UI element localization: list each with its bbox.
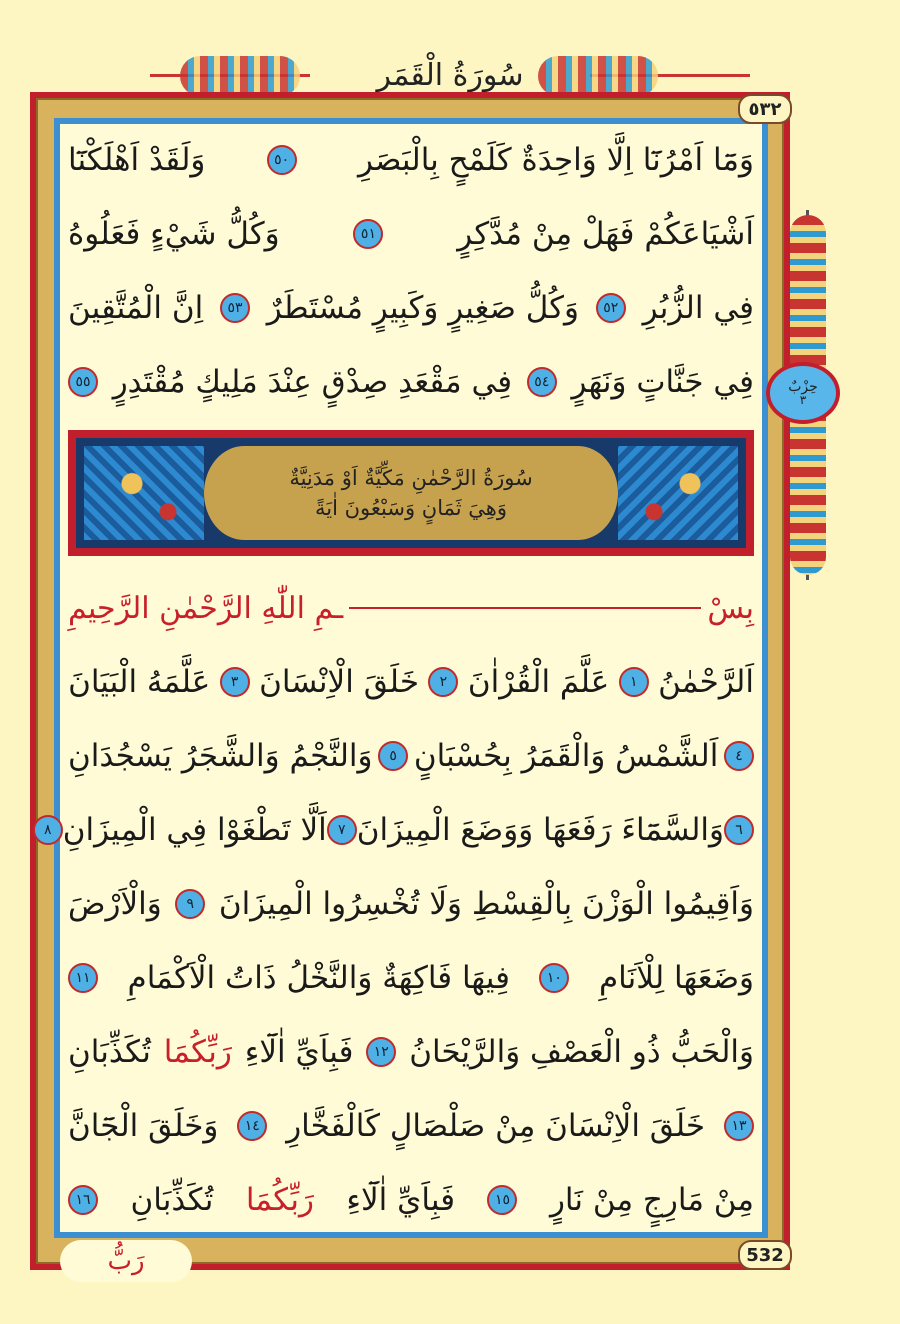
verse-text: وَالنَّجْمُ وَالشَّجَرُ يَسْجُدَانِ bbox=[68, 738, 373, 774]
verse-number-marker: ١١ bbox=[68, 963, 98, 993]
verse-text: اَشْيَاعَكُمْ فَهَلْ مِنْ مُدَّكِرٍ bbox=[457, 216, 754, 252]
verse-text-highlight: رَبِّكُمَا bbox=[245, 1182, 314, 1218]
verse-text: اَلرَّحْمٰنُ bbox=[658, 664, 754, 700]
surah-banner-line2: وَهِيَ ثَمَانٍ وَسَبْعُونَ اٰيَةً bbox=[315, 496, 507, 520]
verse-line bbox=[68, 724, 754, 788]
basmala-rest: ـمِ اللّٰهِ الرَّحْمٰنِ الرَّحِيمِ bbox=[68, 590, 344, 626]
verse-number-marker: ٣ bbox=[220, 667, 250, 697]
basmala-stretch-line bbox=[349, 607, 701, 609]
verse-text: اَلَّا تَطْغَوْا فِي الْمِيزَانِ bbox=[62, 812, 327, 848]
verse-line bbox=[44, 798, 754, 862]
verse-text: تُكَذِّبَانِ bbox=[130, 1182, 214, 1218]
verse-line bbox=[68, 946, 754, 1010]
verse-number-marker: ١٦ bbox=[68, 1185, 98, 1215]
banner-arabesque-right-icon bbox=[618, 446, 738, 540]
verse-number-marker: ١٥ bbox=[487, 1185, 517, 1215]
verse-text: فِيهَا فَاكِهَةٌ وَالنَّخْلُ ذَاتُ الْاَكْمَامِ bbox=[127, 960, 510, 996]
verse-text: وَمَٓا اَمْرُنَٓا اِلَّا وَاحِدَةٌ كَلَمْحٍ بِالْبَصَرِ bbox=[357, 142, 754, 178]
verse-text: وَضَعَهَا لِلْاَنَامِ bbox=[598, 960, 754, 996]
verse-text: خَلَقَ الْاِنْسَانَ bbox=[259, 664, 419, 700]
verse-text: فِي مَقْعَدِ صِدْقٍ عِنْدَ مَلِيكٍ مُقْتَدِرٍ bbox=[112, 364, 513, 400]
verse-text: وَخَلَقَ الْجَٓانَّ bbox=[68, 1108, 219, 1144]
verse-text: وَكُلُّ صَغِيرٍ وَكَبِيرٍ مُسْتَطَرٌ bbox=[266, 290, 579, 326]
hizb-label: حِزْبٌ bbox=[788, 379, 818, 395]
verse-number-marker: ٦ bbox=[724, 815, 754, 845]
verse-text-highlight: رَبِّكُمَا bbox=[163, 1034, 232, 1070]
catchword: رَبُّ bbox=[107, 1246, 145, 1276]
verse-line bbox=[68, 1020, 754, 1084]
hizb-marker bbox=[766, 362, 840, 424]
verse-number-marker: ١٣ bbox=[724, 1111, 754, 1141]
hizb-number: ٣ bbox=[799, 393, 807, 407]
verse-number-marker: ٨ bbox=[33, 815, 63, 845]
verse-text: تُكَذِّبَانِ bbox=[68, 1034, 151, 1070]
verse-text: وَالْاَرْضَ bbox=[68, 886, 162, 922]
verse-number-marker: ١٢ bbox=[366, 1037, 396, 1067]
verse-line bbox=[68, 276, 754, 340]
verse-number-marker: ١٠ bbox=[539, 963, 569, 993]
verse-number-marker: ٥٢ bbox=[596, 293, 626, 323]
page-number-bottom: 532 bbox=[738, 1240, 792, 1270]
verse-number-marker: ٥٣ bbox=[220, 293, 250, 323]
verse-line bbox=[68, 650, 754, 714]
verse-number-marker: ٥٥ bbox=[68, 367, 98, 397]
verse-text: فَبِاَيِّ اٰلَٓاءِ bbox=[346, 1182, 456, 1218]
basmala-start: بِسْ bbox=[707, 590, 754, 626]
verse-line bbox=[68, 350, 754, 414]
verse-text: وَاَقِيمُوا الْوَزْنَ بِالْقِسْطِ وَلَا تُخْسِرُوا الْمِيزَانَ bbox=[218, 886, 754, 922]
verse-text: فَبِاَيِّ اٰلَٓاءِ bbox=[244, 1034, 354, 1070]
header-ornament-left-icon bbox=[180, 56, 300, 96]
verse-number-marker: ٥٤ bbox=[527, 367, 557, 397]
verse-number-marker: ٧ bbox=[327, 815, 357, 845]
verse-number-marker: ٤ bbox=[724, 741, 754, 771]
verse-text: اَلشَّمْسُ وَالْقَمَرُ بِحُسْبَانٍ bbox=[413, 738, 719, 774]
surah-title-header: سُورَةُ الْقَمَرِ bbox=[376, 57, 524, 93]
verse-text: فِي جَنَّاتٍ وَنَهَرٍ bbox=[571, 364, 754, 400]
verse-text: خَلَقَ الْاِنْسَانَ مِنْ صَلْصَالٍ كَالْفَخَّارِ bbox=[286, 1108, 706, 1144]
verse-text: وَالْحَبُّ ذُو الْعَصْفِ وَالرَّيْحَانُ bbox=[409, 1034, 754, 1070]
verse-line bbox=[68, 1168, 754, 1232]
verse-text: فِي الزُّبُرِ bbox=[642, 290, 754, 326]
verse-text: عَلَّمَ الْقُرْاٰنَ bbox=[467, 664, 610, 700]
verse-text: وَلَقَدْ اَهْلَكْنَٓا bbox=[68, 142, 206, 178]
banner-arabesque-left-icon bbox=[84, 446, 204, 540]
verse-number-marker: ١٤ bbox=[237, 1111, 267, 1141]
verse-number-marker: ٥٠ bbox=[267, 145, 297, 175]
verse-text: وَالسَّمَٓاءَ رَفَعَهَا وَوَضَعَ الْمِيزَانَ bbox=[356, 812, 724, 848]
verse-number-marker: ٩ bbox=[175, 889, 205, 919]
verse-line bbox=[68, 128, 754, 192]
verse-number-marker: ٥١ bbox=[353, 219, 383, 249]
basmala bbox=[68, 578, 754, 638]
verse-text: وَكُلُّ شَيْءٍ فَعَلُوهُ bbox=[68, 216, 280, 252]
verse-line bbox=[68, 872, 754, 936]
verse-text: اِنَّ الْمُتَّقِينَ bbox=[68, 290, 204, 326]
verse-number-marker: ١ bbox=[619, 667, 649, 697]
page-number-top: ٥٣٢ bbox=[738, 94, 792, 124]
verse-line bbox=[68, 1094, 754, 1158]
verse-line bbox=[68, 202, 754, 266]
verse-number-marker: ٥ bbox=[378, 741, 408, 771]
verse-text: مِنْ مَارِجٍ مِنْ نَارٍ bbox=[549, 1182, 754, 1218]
verse-text: عَلَّمَهُ الْبَيَانَ bbox=[68, 664, 211, 700]
surah-banner-line1: سُورَةُ الرَّحْمٰنِ مَكِّيَّةٌ اَوْ مَدَنِيَّةٌ bbox=[289, 465, 533, 490]
verse-number-marker: ٢ bbox=[428, 667, 458, 697]
surah-banner-text bbox=[204, 446, 618, 540]
